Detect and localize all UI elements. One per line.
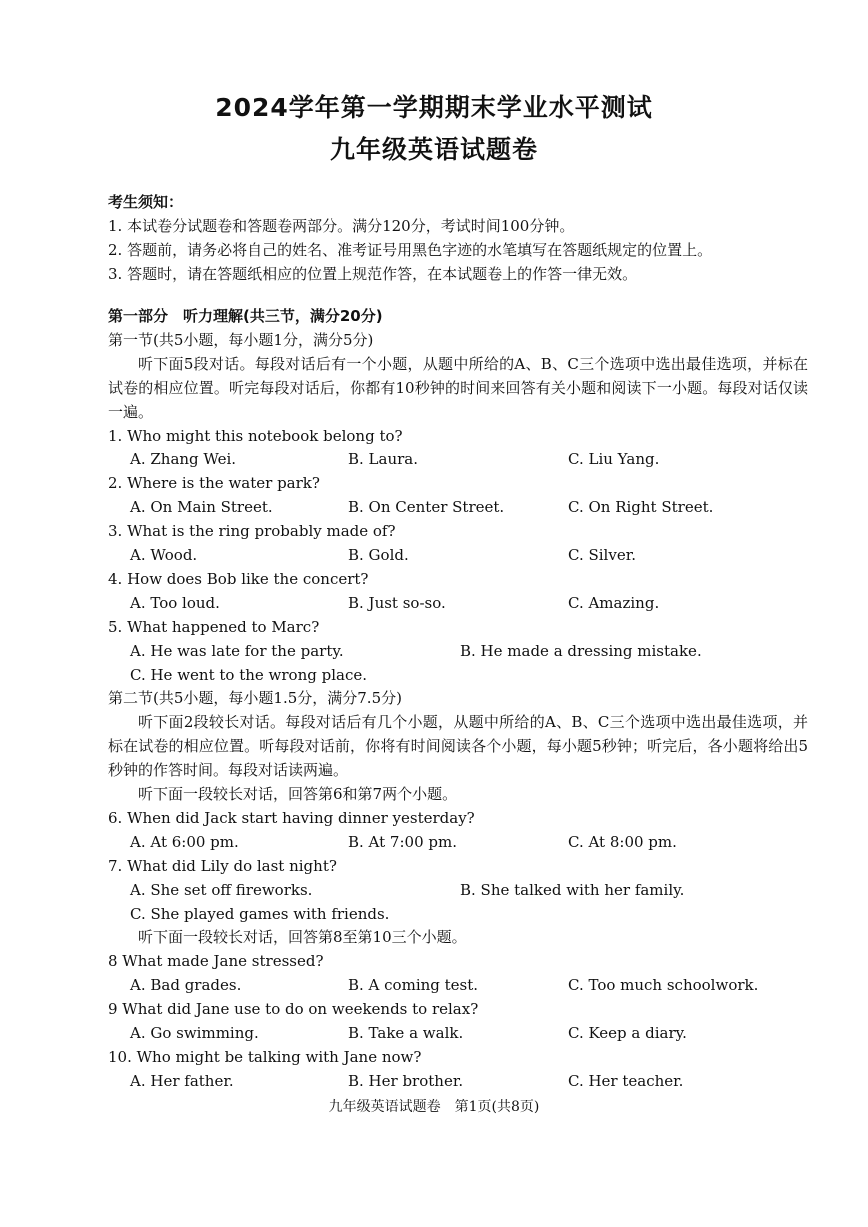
notice-item: 3. 答题时，请在答题纸相应的位置上规范作答，在本试题卷上的作答一律无效。 [108,265,638,283]
option-a: A. Bad grades. [130,976,242,995]
options-row [108,974,808,998]
option-c: C. Keep a diary. [568,1024,687,1043]
question-text: 3. What is the ring probably made of? [108,522,396,541]
option-c: C. On Right Street. [568,498,714,517]
option-b: B. Just so-so. [348,593,446,612]
option-b: B. Take a walk. [348,1024,464,1043]
notice-item: 1. 本试卷分试题卷和答题卷两部分。满分120分，考试时间100分钟。 [108,217,575,235]
question-text: 6. When did Jack start having dinner yesterday? [108,808,475,827]
question-text: 5. What happened to Marc? [108,617,320,636]
question-text: 4. How does Bob like the concert? [108,569,369,588]
options-row [108,903,808,927]
question-text: 7. What did Lily do last night? [108,856,337,875]
candidate-notice [108,190,808,286]
option-b: B. Laura. [348,450,419,469]
option-c: C. Too much schoolwork. [568,976,759,995]
question-text: 8 What made Jane stressed? [108,952,324,971]
option-a: A. She set off fireworks. [130,880,313,899]
option-b: B. On Center Street. [348,498,505,517]
dialog-note: 听下面一段较长对话，回答第8至第10三个小题。 [138,928,467,947]
section1-heading: 第一节(共5小题，每小题1分，满分5分) [108,330,374,349]
option-a: A. On Main Street. [130,498,273,517]
option-a: A. Zhang Wei. [130,450,237,469]
option-a: A. Her father. [130,1071,234,1090]
exam-subtitle: 九年级英语试题卷 [329,135,538,164]
options-row [108,664,808,688]
options-row [108,831,808,855]
option-c: C. At 8:00 pm. [568,832,677,851]
option-b: B. He made a dressing mistake. [460,641,702,660]
question-text: 9 What did Jane use to do on weekends to relax? [108,1000,479,1019]
dialog-note: 听下面一段较长对话，回答第6和第7两个小题。 [138,785,458,804]
options-row [108,1022,808,1046]
option-c: C. Liu Yang. [568,450,660,469]
option-b: B. She talked with her family. [460,880,685,899]
options-row [108,879,808,903]
option-c: C. Amazing. [568,593,660,612]
notice-item: 2. 答题前，请务必将自己的姓名、准考证号用黑色字迹的水笔填写在答题纸规定的位置上。 [108,241,713,259]
option-c: C. He went to the wrong place. [130,665,367,684]
page-footer: 九年级英语试题卷 第1页(共8页) [328,1099,540,1115]
section2-instructions: 听下面2段较长对话。每段对话后有几个小题，从题中所给的A、B、C三个选项中选出最佳选项，并标在试卷的相应位置。听每段对话前，你将有时间阅读各个小题，每小题5秒钟；听完后，各小题将给出5秒钟的作答时间。每段对话读两遍。 [108,713,808,780]
listening-section [108,305,808,1094]
notice-heading: 考生须知： [108,193,184,211]
question-text: 10. Who might be talking with Jane now? [108,1047,422,1066]
option-a: A. He was late for the party. [130,641,344,660]
option-a: A. At 6:00 pm. [130,832,239,851]
section2-heading: 第二节(共5小题，每小题1.5分，满分7.5分) [108,689,402,708]
option-c: C. Her teacher. [568,1071,684,1090]
exam-title: 2024学年第一学期期末学业水平测试 [215,93,653,122]
options-row [108,1070,808,1094]
options-row [108,544,808,568]
part1-heading: 第一部分 听力理解(共三节，满分20分) [108,307,383,325]
option-c: C. She played games with friends. [130,904,390,923]
option-a: A. Wood. [130,546,198,565]
option-b: B. Her brother. [348,1071,464,1090]
option-a: A. Too loud. [130,593,220,612]
options-row [108,592,808,616]
options-row [108,496,808,520]
option-b: B. A coming test. [348,976,479,995]
option-c: C. Silver. [568,546,636,565]
option-b: B. At 7:00 pm. [348,832,457,851]
question-text: 2. Where is the water park? [108,474,320,493]
options-row [108,448,808,472]
question-text: 1. Who might this notebook belong to? [108,426,403,445]
options-row [108,640,808,664]
option-a: A. Go swimming. [130,1024,259,1043]
option-b: B. Gold. [348,546,409,565]
section1-instructions: 听下面5段对话。每段对话后有一个小题，从题中所给的A、B、C三个选项中选出最佳选项，并标在试卷的相应位置。听完每段对话后，你都有10秒钟的时间来回答有关小题和阅读下一小题。每段对话仅读一遍。 [108,354,808,421]
